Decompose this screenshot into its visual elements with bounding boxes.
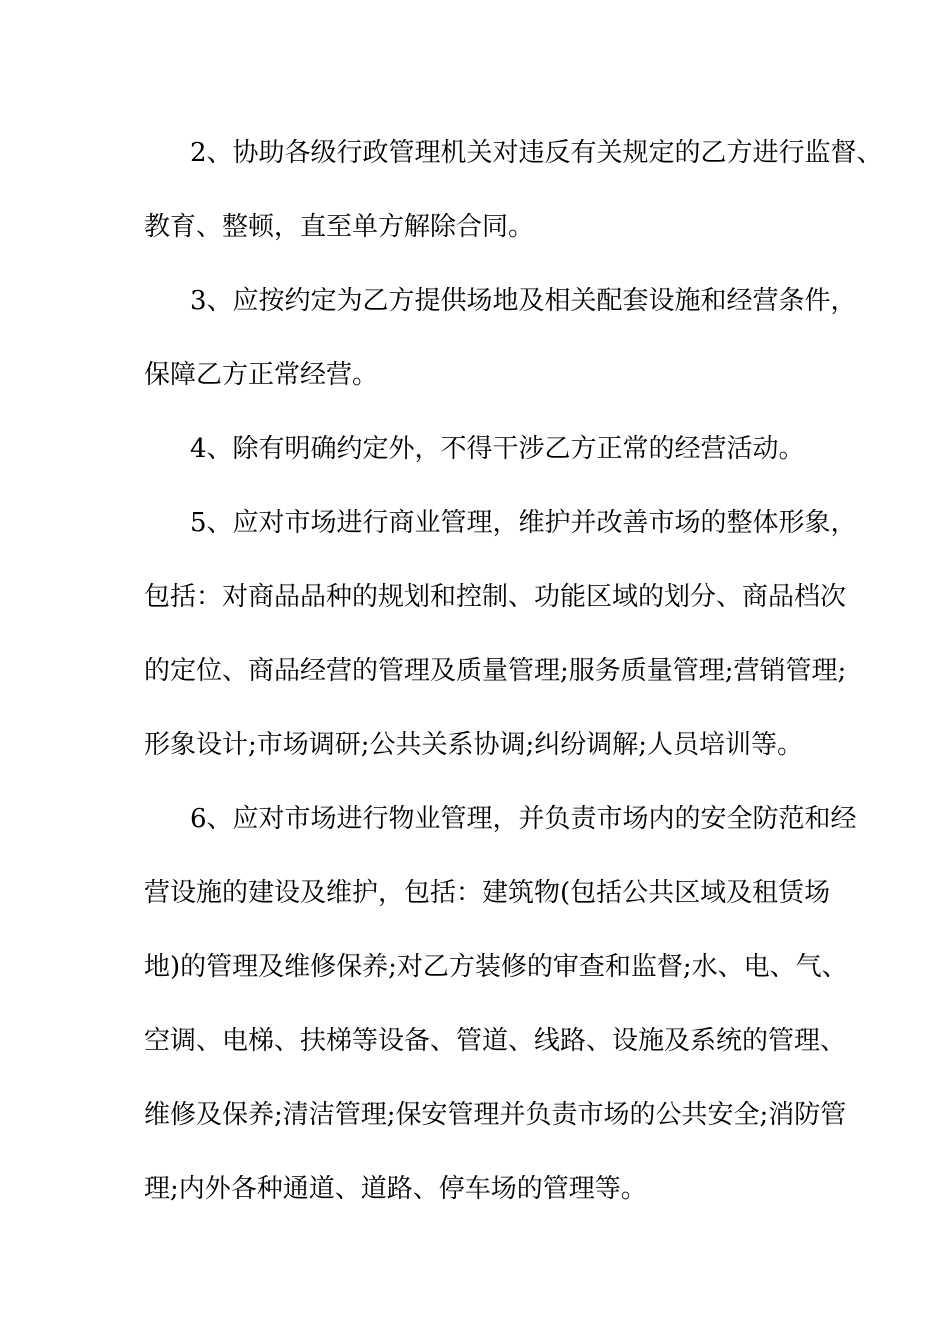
text-line: 教育、整顿，直至单方解除合同。 <box>144 212 535 242</box>
text-line: 保障乙方正常经营。 <box>144 360 379 390</box>
text-line: 包括：对商品品种的规划和控制、功能区域的划分、商品档次 <box>144 582 847 612</box>
text-line: 形象设计;市场调研;公共关系协调;纠纷调解;人员培训等。 <box>144 730 804 760</box>
text-line: 4、除有明确约定外，不得干涉乙方正常的经营活动。 <box>190 434 805 464</box>
text-line: 6、应对市场进行物业管理，并负责市场内的安全防范和经 <box>190 804 857 834</box>
text-line: 空调、电梯、扶梯等设备、管道、线路、设施及系统的管理、 <box>144 1026 847 1056</box>
text-line: 5、应对市场进行商业管理，维护并改善市场的整体形象， <box>190 508 857 538</box>
text-line: 理;内外各种通道、道路、停车场的管理等。 <box>144 1174 647 1204</box>
text-line: 3、应按约定为乙方提供场地及相关配套设施和经营条件， <box>190 286 857 316</box>
document-body <box>144 116 883 1226</box>
text-line: 维修及保养;清洁管理;保安管理并负责市场的公共安全;消防管 <box>144 1100 847 1130</box>
text-line: 营设施的建设及维护，包括：建筑物(包括公共区域及租赁场 <box>144 878 831 908</box>
text-line: 的定位、商品经营的管理及质量管理;服务质量管理;营销管理; <box>144 656 847 686</box>
text-line: 2、协助各级行政管理机关对违反有关规定的乙方进行监督、 <box>190 138 883 168</box>
text-line: 地)的管理及维修保养;对乙方装修的审查和监督;水、电、气、 <box>144 952 848 982</box>
